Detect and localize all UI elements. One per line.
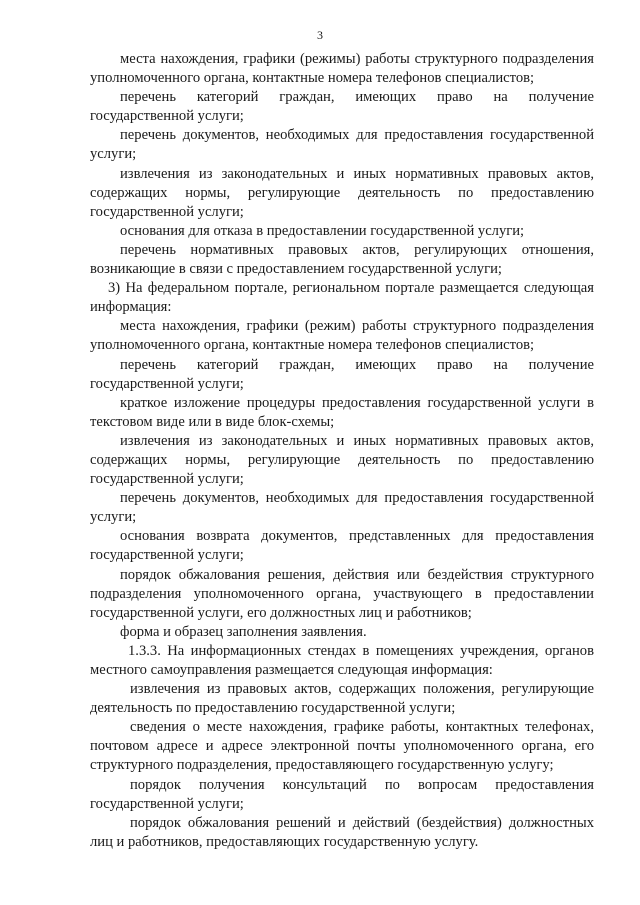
paragraph-citizen-categories: перечень категорий граждан, имеющих право на получение государственной услуги;	[90, 89, 594, 125]
paragraph-portal-documents-list: перечень документов, необходимых для предоставления государственной услуги;	[90, 490, 594, 526]
page-number: 3	[317, 28, 323, 42]
paragraph-section-1-3-3: 1.3.3. На информационных стендах в помещениях учреждения, органов местного самоуправления размещается следующая информация:	[90, 642, 594, 678]
paragraph-portal-appeal-procedure: порядок обжалования решения, действия или бездействия структурного подразделения уполномоченного органа, участвующего в предоставлении государственной услуги, его должностных лиц и работников;	[90, 566, 594, 621]
paragraph-refusal-grounds: основания для отказа в предоставлении государственной услуги;	[120, 222, 525, 239]
paragraph-documents-list: перечень документов, необходимых для предоставления государственной услуги;	[90, 127, 594, 163]
paragraph-portal-locations: места нахождения, графики (режим) работы структурного подразделения уполномоченного органа, контактные номера телефонов специалистов;	[90, 318, 594, 354]
paragraph-stand-appeal-procedure: порядок обжалования решений и действий (бездействия) должностных лиц и работников, предоставляющих государственную услугу.	[90, 814, 594, 850]
paragraph-stand-consultations: порядок получения консультаций по вопросам предоставления государственной услуги;	[90, 776, 594, 812]
paragraph-portal-procedure-summary: краткое изложение процедуры предоставления государственной услуги в текстовом виде или в виде блок-схемы;	[90, 394, 594, 430]
paragraph-legal-extracts: извлечения из законодательных и иных нормативных правовых актов, содержащих нормы, регулирующие деятельность по предоставлению государственной услуги;	[90, 165, 594, 220]
paragraph-stand-legal-extracts: извлечения из правовых актов, содержащих положения, регулирующие деятельность по предоставлению государственной услуги;	[90, 681, 594, 717]
paragraph-portal-citizen-categories: перечень категорий граждан, имеющих право на получение государственной услуги;	[90, 356, 594, 392]
paragraph-portal-legal-extracts: извлечения из законодательных и иных нормативных правовых актов, содержащих нормы, регулирующие деятельность по предоставлению государственной услуги;	[90, 432, 594, 488]
document-body	[90, 50, 594, 852]
paragraph-portal-return-grounds: основания возврата документов, представленных для предоставления государственной услуги;	[90, 528, 594, 564]
paragraph-stand-contact-info: сведения о месте нахождения, графике работы, контактных телефонах, почтовом адресе и адресе электронной почты уполномоченного органа, его структурного подразделения, предоставляющего государственную услугу;	[90, 719, 594, 774]
paragraph-portal-application-form: форма и образец заполнения заявления.	[120, 623, 367, 640]
paragraph-locations: места нахождения, графики (режимы) работы структурного подразделения уполномоченного органа, контактные номера телефонов специалистов;	[90, 51, 594, 87]
paragraph-item-3-portal: 3) На федеральном портале, региональном портале размещается следующая информация:	[90, 280, 594, 316]
paragraph-legal-acts: перечень нормативных правовых актов, регулирующих отношения, возникающие в связи с предоставлением государственной услуги;	[90, 241, 594, 278]
